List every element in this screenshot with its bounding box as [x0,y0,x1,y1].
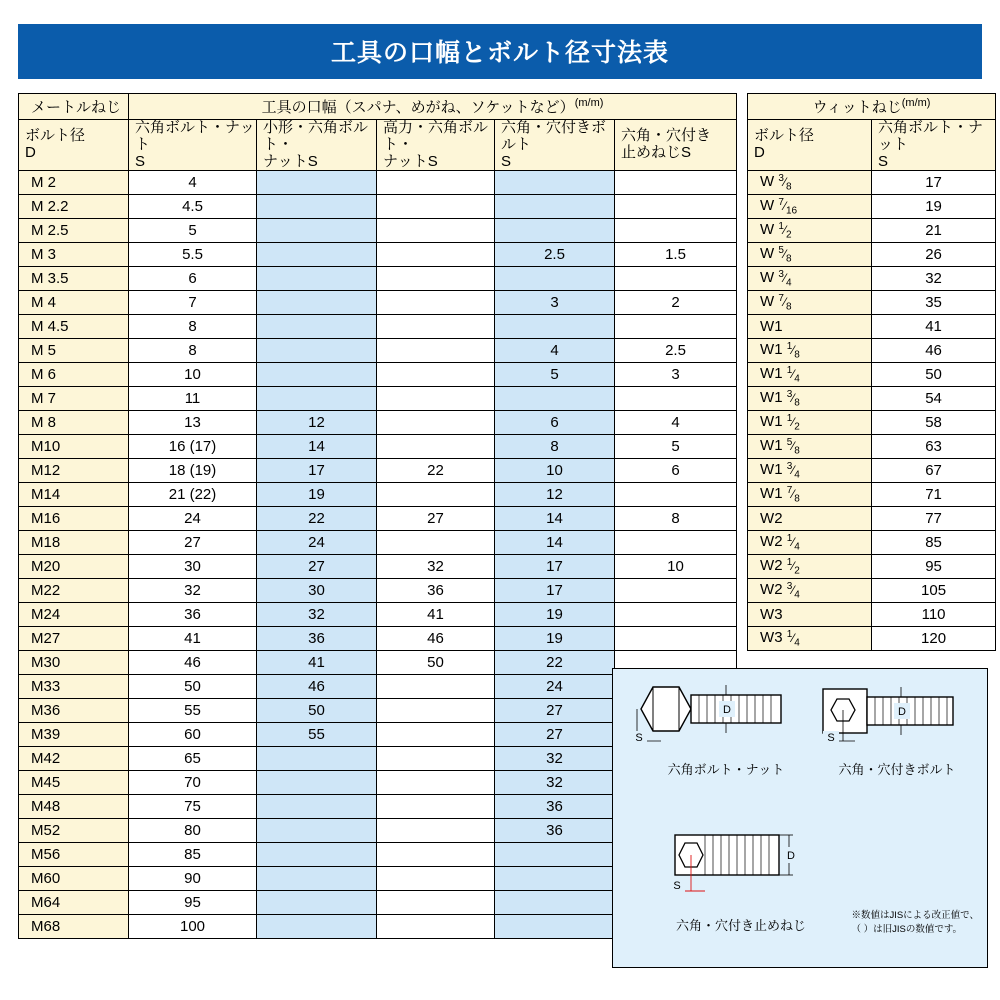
whitworth-thread-table [747,93,996,651]
table-row [19,459,737,483]
cell-w-width: 67 [872,459,996,483]
cell-width-5 [615,315,737,339]
cell-w-bolt-diameter: W1 $^1⁄_4$ [748,363,872,387]
cell-width-4: 6 [495,411,615,435]
table-row [748,339,996,363]
table-row [748,627,996,651]
cell-width-3 [377,771,495,795]
cell-width-2: 14 [257,435,377,459]
cell-width-2 [257,747,377,771]
cell-width-2: 30 [257,579,377,603]
cell-w-width: 95 [872,555,996,579]
cell-bolt-diameter: M68 [19,915,129,939]
cell-width-1: 32 [129,579,257,603]
cell-width-2 [257,243,377,267]
note-line-2: （ ）は旧JISの数値です。 [851,924,963,936]
cell-bolt-diameter: M64 [19,891,129,915]
cell-width-2 [257,267,377,291]
cell-width-4 [495,915,615,939]
table-row [19,219,737,243]
cell-width-3: 41 [377,603,495,627]
cell-w-bolt-diameter: W1 $^3⁄_8$ [748,387,872,411]
cell-bolt-diameter: M24 [19,603,129,627]
cell-w-bolt-diameter: W2 [748,507,872,531]
cell-width-4 [495,867,615,891]
cell-width-5: 6 [615,459,737,483]
table-row [19,195,737,219]
whitworth-table-body [748,171,996,651]
cell-width-4: 36 [495,795,615,819]
cell-width-3 [377,795,495,819]
cell-width-1: 7 [129,291,257,315]
cell-w-width: 54 [872,387,996,411]
cell-width-4 [495,267,615,291]
cell-w-width: 41 [872,315,996,339]
table-row [748,507,996,531]
cell-width-3 [377,435,495,459]
note-line-1: ※数値はJISによる改正値で、 [851,910,979,922]
cell-w-bolt-diameter: W $^7⁄_{16}$ [748,195,872,219]
cell-width-5: 8 [615,507,737,531]
cell-width-1: 95 [129,891,257,915]
cell-bolt-diameter: M39 [19,723,129,747]
cell-w-width: 120 [872,627,996,651]
svg-text:S: S [673,880,681,892]
cell-w-width: 32 [872,267,996,291]
cell-bolt-diameter: M16 [19,507,129,531]
cell-width-5 [615,171,737,195]
cell-bolt-diameter: M 6 [19,363,129,387]
cell-width-5 [615,603,737,627]
cell-width-2: 12 [257,411,377,435]
table-row [19,315,737,339]
cell-width-2 [257,771,377,795]
cell-width-5 [615,627,737,651]
svg-text:D: D [723,704,731,716]
table-row [748,171,996,195]
cell-width-3 [377,291,495,315]
header-metric-thread: メートルねじ [19,94,129,120]
cell-bolt-diameter: M45 [19,771,129,795]
table-row [748,483,996,507]
figure-hex-socket-set-screw [641,819,841,934]
cell-width-3 [377,411,495,435]
svg-text:S: S [635,732,643,744]
svg-text:D: D [898,706,906,718]
cell-width-5: 2 [615,291,737,315]
cell-bolt-diameter: M 2 [19,171,129,195]
table-row [19,267,737,291]
cell-w-width: 63 [872,435,996,459]
cell-width-1: 18 (19) [129,459,257,483]
cell-w-bolt-diameter: W $^7⁄_8$ [748,291,872,315]
col-header-w-bolt-dia: ボルト径 D [748,120,872,171]
cell-width-3 [377,699,495,723]
table-row [748,411,996,435]
cell-w-bolt-diameter: W1 $^7⁄_8$ [748,483,872,507]
cell-width-1: 55 [129,699,257,723]
cell-bolt-diameter: M14 [19,483,129,507]
cell-w-width: 77 [872,507,996,531]
cell-bolt-diameter: M56 [19,843,129,867]
table-row [19,507,737,531]
cell-w-bolt-diameter: W1 $^1⁄_8$ [748,339,872,363]
cell-bolt-diameter: M 4.5 [19,315,129,339]
table-row [19,435,737,459]
cell-bolt-diameter: M 7 [19,387,129,411]
cell-w-bolt-diameter: W2 $^1⁄_2$ [748,555,872,579]
page-title: 工具の口幅とボルト径寸法表 [18,24,982,79]
cell-width-1: 8 [129,315,257,339]
table-row [748,315,996,339]
cell-width-3 [377,843,495,867]
cell-width-2: 32 [257,603,377,627]
cell-width-4: 14 [495,507,615,531]
cell-width-1: 4 [129,171,257,195]
cell-width-4: 24 [495,675,615,699]
cell-width-4: 22 [495,651,615,675]
table-row [19,171,737,195]
cell-bolt-diameter: M 2.5 [19,219,129,243]
cell-w-width: 105 [872,579,996,603]
cell-bolt-diameter: M 4 [19,291,129,315]
col-header-hex-bolt-nut: 六角ボルト・ナット S [129,120,257,171]
cell-width-3 [377,219,495,243]
figure-hex-bolt-nut [631,679,821,778]
table-row [19,483,737,507]
cell-width-1: 8 [129,339,257,363]
cell-bolt-diameter: M12 [19,459,129,483]
table-row [748,435,996,459]
cell-width-2 [257,819,377,843]
cell-width-3 [377,891,495,915]
cell-bolt-diameter: M22 [19,579,129,603]
cell-width-2 [257,891,377,915]
cell-width-5 [615,195,737,219]
header-tool-width-text: 工具の口幅（スパナ、めがね、ソケットなど） [261,99,575,116]
cell-width-1: 24 [129,507,257,531]
table-row [19,627,737,651]
cell-width-1: 5.5 [129,243,257,267]
cell-width-2 [257,915,377,939]
col-header-small-hex: 小形・六角ボルト・ ナットS [257,120,377,171]
cell-width-1: 36 [129,603,257,627]
cell-width-2 [257,195,377,219]
table-row [748,579,996,603]
cell-w-bolt-diameter: W3 [748,603,872,627]
cell-width-2: 27 [257,555,377,579]
cell-width-1: 27 [129,531,257,555]
cell-width-1: 11 [129,387,257,411]
table-row [19,363,737,387]
cell-width-4: 8 [495,435,615,459]
cell-bolt-diameter: M33 [19,675,129,699]
cell-width-3 [377,819,495,843]
figure-label-set-screw: 六角・穴付き止めねじ [675,918,806,933]
cell-w-bolt-diameter: W $^3⁄_8$ [748,171,872,195]
cell-width-4: 17 [495,555,615,579]
cell-width-1: 41 [129,627,257,651]
cell-width-1: 5 [129,219,257,243]
col-header-bolt-dia: ボルト径 D [19,120,129,171]
cell-width-3 [377,483,495,507]
table-row [748,387,996,411]
cell-bolt-diameter: M27 [19,627,129,651]
cell-width-2: 22 [257,507,377,531]
cell-width-1: 100 [129,915,257,939]
table-row [19,555,737,579]
cell-width-4 [495,195,615,219]
cell-width-3 [377,747,495,771]
table-row [19,603,737,627]
cell-width-2 [257,291,377,315]
cell-width-5 [615,531,737,555]
cell-width-3 [377,243,495,267]
cell-bolt-diameter: M 8 [19,411,129,435]
cell-width-3 [377,531,495,555]
cell-bolt-diameter: M 2.2 [19,195,129,219]
table-row [748,459,996,483]
header-tool-width-unit: (m/m) [574,97,604,109]
cell-width-2 [257,363,377,387]
cell-width-2: 24 [257,531,377,555]
svg-text:S: S [827,732,835,744]
cell-w-bolt-diameter: W3 $^1⁄_4$ [748,627,872,651]
table-row [19,531,737,555]
cell-width-2: 19 [257,483,377,507]
cell-width-2: 46 [257,675,377,699]
table-row [748,291,996,315]
cell-w-width: 35 [872,291,996,315]
cell-w-width: 110 [872,603,996,627]
cell-w-width: 46 [872,339,996,363]
cell-width-2 [257,339,377,363]
header-tool-width [129,94,737,120]
cell-width-2 [257,219,377,243]
cell-w-bolt-diameter: W $^5⁄_8$ [748,243,872,267]
table-row [748,219,996,243]
cell-w-bolt-diameter: W $^3⁄_4$ [748,267,872,291]
cell-width-1: 10 [129,363,257,387]
cell-width-1: 4.5 [129,195,257,219]
table-row [748,363,996,387]
table-row [19,387,737,411]
cell-width-4: 2.5 [495,243,615,267]
col-header-set-screw: 六角・穴付き 止めねじS [615,120,737,171]
table-row [748,267,996,291]
figure-notes [851,909,979,937]
cell-width-3: 32 [377,555,495,579]
cell-width-4: 12 [495,483,615,507]
cell-width-4: 36 [495,819,615,843]
cell-bolt-diameter: M 3 [19,243,129,267]
cell-width-5 [615,267,737,291]
cell-width-3 [377,267,495,291]
cell-width-3 [377,195,495,219]
cell-width-4 [495,171,615,195]
cell-width-1: 60 [129,723,257,747]
cell-width-4 [495,219,615,243]
cell-w-width: 85 [872,531,996,555]
cell-width-4 [495,843,615,867]
figure-label-hex-socket-bolt: 六角・穴付きボルト [838,762,956,777]
cell-w-bolt-diameter: W2 $^1⁄_4$ [748,531,872,555]
cell-width-1: 80 [129,819,257,843]
cell-width-3 [377,915,495,939]
cell-w-bolt-diameter: W1 [748,315,872,339]
whitworth-table-wrapper [747,93,996,651]
cell-bolt-diameter: M10 [19,435,129,459]
svg-text:D: D [787,850,795,862]
table-row [19,291,737,315]
cell-width-2 [257,843,377,867]
cell-w-width: 17 [872,171,996,195]
table-row [748,531,996,555]
col-header-socket-bolt: 六角・穴付きボルト S [495,120,615,171]
cell-bolt-diameter: M60 [19,867,129,891]
cell-w-width: 58 [872,411,996,435]
cell-w-width: 50 [872,363,996,387]
cell-width-3 [377,867,495,891]
cell-width-5: 4 [615,411,737,435]
cell-width-3: 46 [377,627,495,651]
cell-width-3 [377,363,495,387]
cell-bolt-diameter: M52 [19,819,129,843]
col-header-w-hex-bolt-nut: 六角ボルト・ナット S [872,120,996,171]
cell-width-4: 32 [495,747,615,771]
cell-width-1: 50 [129,675,257,699]
cell-width-4: 19 [495,627,615,651]
cell-width-4: 27 [495,699,615,723]
cell-width-1: 30 [129,555,257,579]
cell-width-4: 17 [495,579,615,603]
cell-bolt-diameter: M18 [19,531,129,555]
hex-socket-bolt-drawing [809,679,985,757]
cell-width-3: 22 [377,459,495,483]
cell-width-3: 27 [377,507,495,531]
table-row [19,339,737,363]
cell-width-4: 19 [495,603,615,627]
hex-bolt-nut-drawing [631,679,821,757]
cell-w-width: 21 [872,219,996,243]
cell-width-4: 10 [495,459,615,483]
table-row [748,555,996,579]
table-row [748,195,996,219]
cell-width-1: 85 [129,843,257,867]
cell-width-5: 3 [615,363,737,387]
figure-hex-socket-bolt [809,679,985,778]
cell-bolt-diameter: M 3.5 [19,267,129,291]
cell-width-4 [495,891,615,915]
cell-width-3 [377,723,495,747]
cell-width-1: 75 [129,795,257,819]
cell-width-3 [377,171,495,195]
cell-width-1: 6 [129,267,257,291]
cell-width-3 [377,339,495,363]
table-row [19,411,737,435]
cell-width-2 [257,387,377,411]
cell-bolt-diameter: M48 [19,795,129,819]
cell-w-bolt-diameter: W $^1⁄_2$ [748,219,872,243]
cell-width-2 [257,315,377,339]
cell-width-5 [615,219,737,243]
figure-panel [612,668,988,968]
table-row [748,603,996,627]
cell-w-width: 19 [872,195,996,219]
cell-width-4: 14 [495,531,615,555]
cell-bolt-diameter: M42 [19,747,129,771]
cell-bolt-diameter: M 5 [19,339,129,363]
cell-w-bolt-diameter: W1 $^1⁄_2$ [748,411,872,435]
hex-socket-set-screw-drawing [641,819,841,915]
table-row [748,243,996,267]
table-row [19,243,737,267]
cell-width-1: 21 (22) [129,483,257,507]
cell-width-5: 2.5 [615,339,737,363]
cell-width-3 [377,675,495,699]
cell-bolt-diameter: M36 [19,699,129,723]
cell-w-bolt-diameter: W2 $^3⁄_4$ [748,579,872,603]
cell-width-4: 32 [495,771,615,795]
cell-width-5 [615,387,737,411]
cell-width-1: 13 [129,411,257,435]
cell-w-bolt-diameter: W1 $^5⁄_8$ [748,435,872,459]
cell-width-2 [257,795,377,819]
cell-width-4: 5 [495,363,615,387]
cell-width-4 [495,387,615,411]
figure-label-hex-bolt-nut: 六角ボルト・ナット [667,762,785,777]
cell-width-4 [495,315,615,339]
cell-width-1: 70 [129,771,257,795]
cell-width-2: 17 [257,459,377,483]
cell-width-3: 50 [377,651,495,675]
cell-width-2 [257,171,377,195]
cell-width-5: 1.5 [615,243,737,267]
cell-width-3: 36 [377,579,495,603]
cell-width-3 [377,387,495,411]
cell-width-3 [377,315,495,339]
cell-width-1: 46 [129,651,257,675]
header-whitworth-thread: ウィットねじ$^{(m/m)}$ [748,94,996,120]
cell-w-bolt-diameter: W1 $^3⁄_4$ [748,459,872,483]
cell-width-5: 5 [615,435,737,459]
cell-width-1: 90 [129,867,257,891]
cell-width-5 [615,483,737,507]
cell-width-5 [615,579,737,603]
cell-w-width: 71 [872,483,996,507]
cell-width-2: 36 [257,627,377,651]
cell-width-2: 50 [257,699,377,723]
table-row [19,579,737,603]
cell-bolt-diameter: M20 [19,555,129,579]
cell-width-1: 16 (17) [129,435,257,459]
cell-width-1: 65 [129,747,257,771]
cell-width-5: 10 [615,555,737,579]
cell-w-width: 26 [872,243,996,267]
cell-width-2: 41 [257,651,377,675]
col-header-high-strength-hex: 高力・六角ボルト・ ナットS [377,120,495,171]
cell-width-2 [257,867,377,891]
cell-width-4: 4 [495,339,615,363]
cell-width-4: 27 [495,723,615,747]
cell-width-4: 3 [495,291,615,315]
cell-width-2: 55 [257,723,377,747]
cell-bolt-diameter: M30 [19,651,129,675]
